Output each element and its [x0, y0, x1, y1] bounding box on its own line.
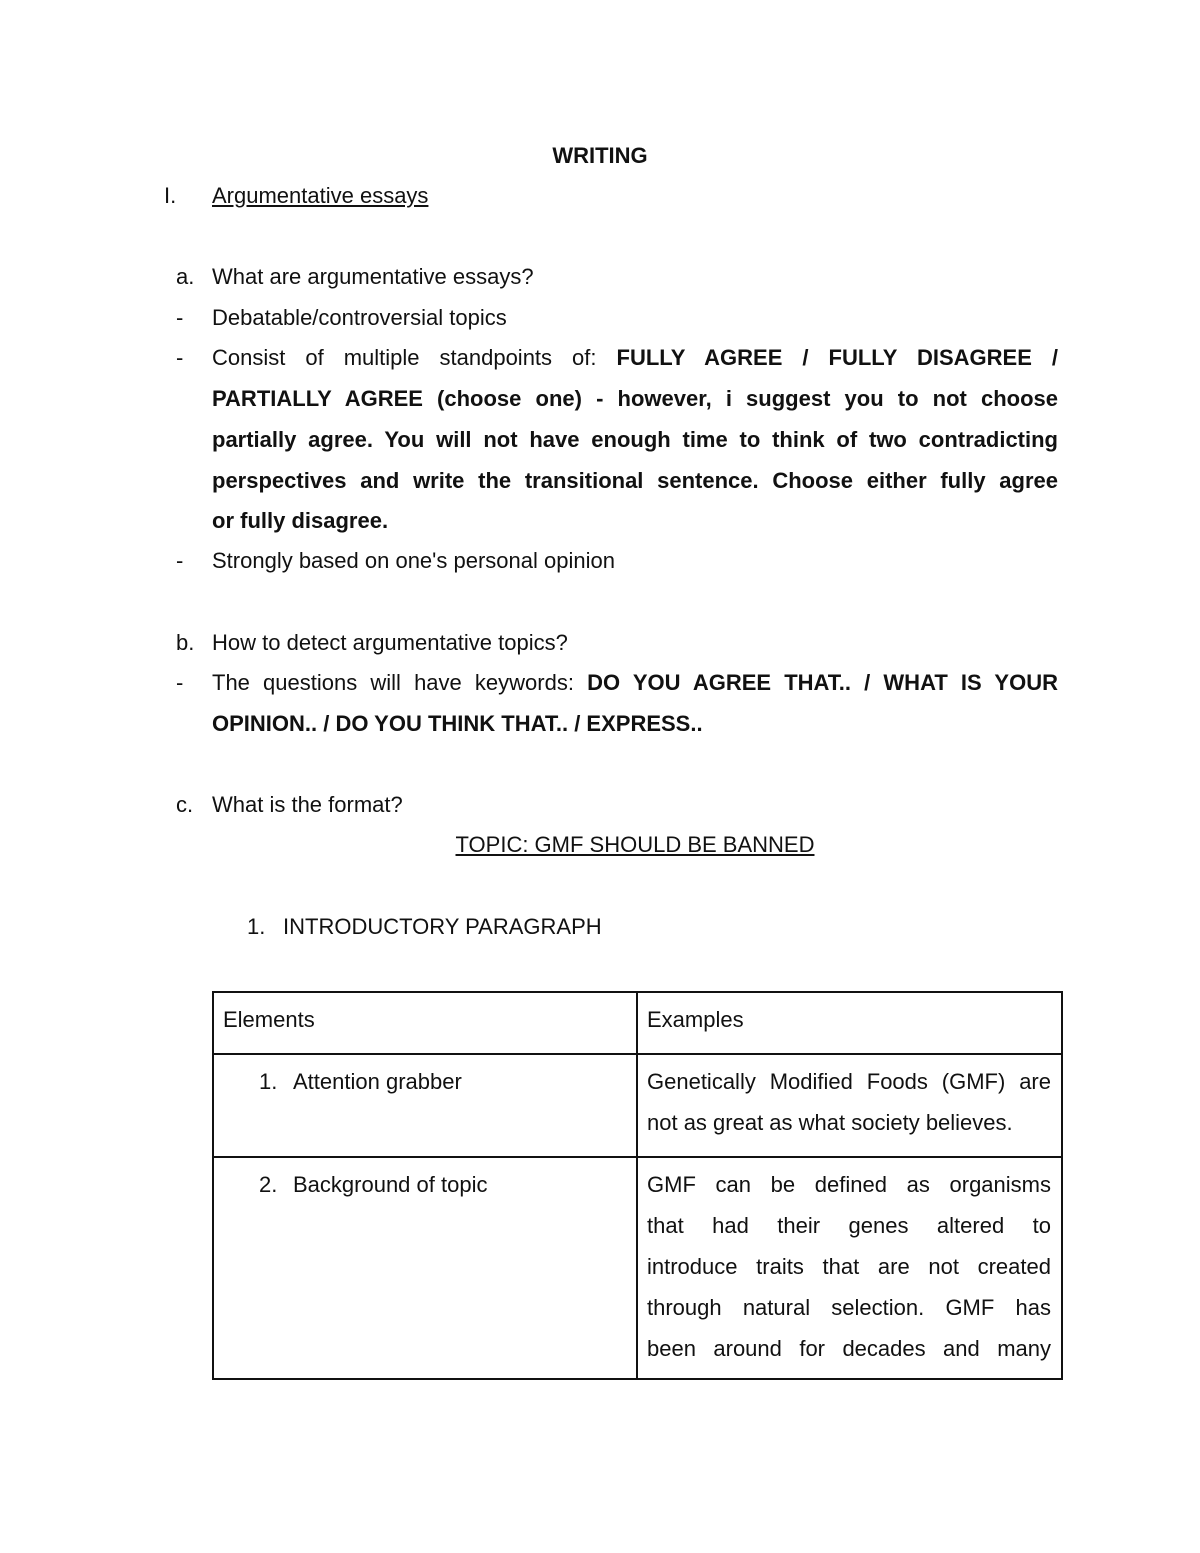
element-number: 1. [259, 1069, 278, 1094]
standpoints-bold: FULLY AGREE / FULLY DISAGREE / [616, 345, 1058, 370]
keywords-plain: The questions will have keywords: [212, 670, 588, 695]
part-a-question: What are argumentative essays? [212, 264, 534, 289]
topic-heading [212, 832, 1058, 858]
element-label: Attention grabber [293, 1069, 462, 1094]
example-line: through natural selection. GMF has [647, 1295, 1051, 1320]
bullet-marker: - [176, 548, 184, 573]
table-cell [213, 1157, 637, 1379]
table-header-cell [213, 992, 637, 1054]
header-elements: Elements [223, 1007, 315, 1032]
standpoints-line-4: perspectives and write the transitional sentence. Choose either fully agree [212, 468, 1058, 493]
header-examples: Examples [647, 1007, 744, 1032]
part-b-marker: b. [176, 630, 195, 655]
example-text [638, 1158, 1061, 1369]
example-text [638, 1055, 1061, 1143]
table-row [213, 1054, 1062, 1157]
example-line: that had their genes altered to [647, 1213, 1051, 1238]
element-item [214, 1158, 636, 1197]
part-c-marker: c. [176, 792, 194, 817]
table-cell [213, 1054, 637, 1157]
table-cell [637, 1157, 1062, 1379]
element-number: 2. [259, 1172, 278, 1197]
example-line: not as great as what society believes. [647, 1110, 1013, 1135]
standpoints-line-1 [212, 345, 1058, 371]
example-line: GMF can be defined as organisms [647, 1172, 1051, 1197]
table-row [213, 1157, 1062, 1379]
example-line: been around for decades and many [647, 1336, 1051, 1361]
section-marker: I. [164, 183, 177, 208]
table-header-row [213, 992, 1062, 1054]
bullet-marker: - [176, 305, 184, 330]
numbered-marker: 1. [247, 914, 266, 939]
bullet-text: Strongly based on one's personal opinion [212, 548, 615, 573]
keywords-line-2: OPINION.. / DO YOU THINK THAT.. / EXPRESS.. [212, 711, 703, 736]
part-a-marker: a. [176, 264, 195, 289]
part-c-question: What is the format? [212, 792, 403, 817]
format-table [212, 991, 1063, 1380]
topic-text: TOPIC: GMF SHOULD BE BANNED [455, 832, 815, 857]
standpoints-line-2: PARTIALLY AGREE (choose one) - however, i suggest you to not choose [212, 386, 1058, 411]
bullet-text: Debatable/controversial topics [212, 305, 507, 330]
standpoints-line-5: or fully disagree. [212, 508, 389, 533]
keywords-line-1 [212, 670, 1058, 696]
table-header-cell [637, 992, 1062, 1054]
element-label: Background of topic [293, 1172, 488, 1197]
standpoints-plain: Consist of multiple standpoints of: [212, 345, 617, 370]
numbered-heading: INTRODUCTORY PARAGRAPH [283, 914, 602, 939]
element-item [214, 1055, 636, 1094]
standpoints-line-3: partially agree. You will not have enough time to think of two contradicting [212, 427, 1058, 452]
part-b-question: How to detect argumentative topics? [212, 630, 568, 655]
table-cell [637, 1054, 1062, 1157]
example-line: Genetically Modified Foods (GMF) are [647, 1069, 1051, 1094]
example-line: introduce traits that are not created [647, 1254, 1051, 1279]
bullet-marker: - [176, 670, 184, 695]
section-heading: Argumentative essays [212, 183, 429, 208]
keywords-bold: DO YOU AGREE THAT.. / WHAT IS YOUR [587, 670, 1058, 695]
bullet-marker: - [176, 345, 184, 370]
page-title: WRITING [552, 143, 648, 168]
